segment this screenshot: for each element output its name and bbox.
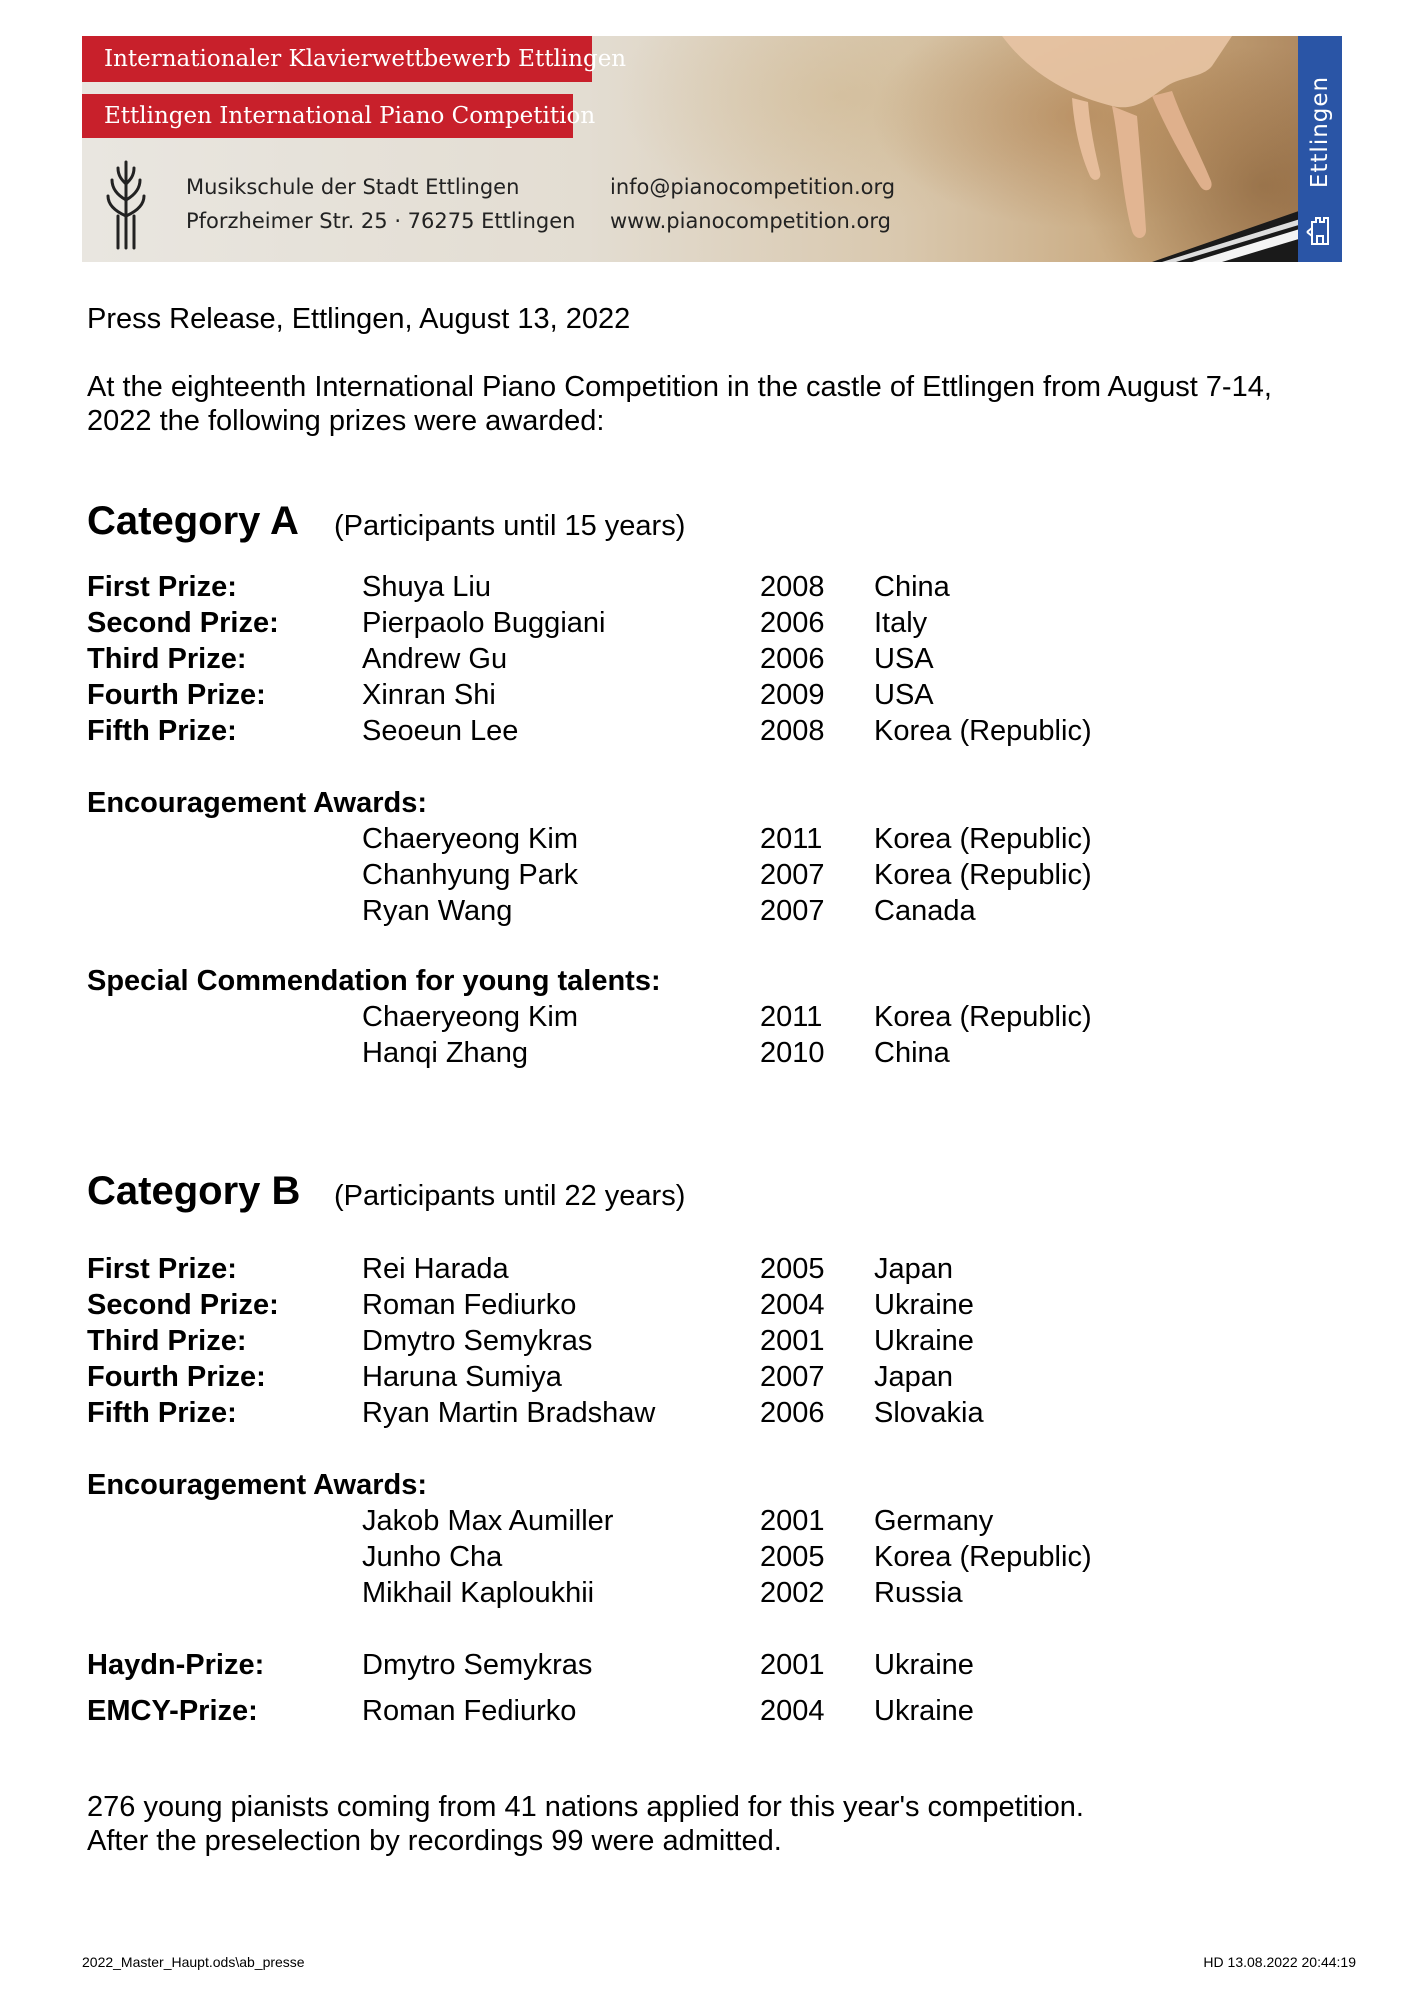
winner-name: Junho Cha <box>362 1541 503 1573</box>
competition-title-german: Internationaler Klavierwettbewerb Ettlingen <box>82 36 592 82</box>
country: China <box>874 1037 950 1069</box>
winner-name: Ryan Wang <box>362 895 513 927</box>
prize-label: Second Prize: <box>87 607 279 639</box>
winner-name: Mikhail Kaploukhii <box>362 1577 595 1609</box>
contact-info <box>610 170 895 238</box>
summary-line-2: After the preselection by recordings 99 were admitted. <box>87 1825 782 1857</box>
winner-name: Chanhyung Park <box>362 859 579 891</box>
birth-year: 2005 <box>760 1253 825 1285</box>
country: Germany <box>874 1505 994 1537</box>
winner-name: Dmytro Semykras <box>362 1325 593 1357</box>
city-name: Ettlingen <box>1307 75 1333 189</box>
birth-year: 2009 <box>760 679 825 711</box>
country: Japan <box>874 1361 954 1393</box>
country: Canada <box>874 895 976 927</box>
birth-year: 2011 <box>760 1001 823 1033</box>
website-link[interactable]: www.pianocompetition.org <box>610 209 891 233</box>
birth-year: 2001 <box>760 1649 825 1681</box>
prize-label: Second Prize: <box>87 1289 279 1321</box>
birth-year: 2001 <box>760 1505 825 1537</box>
school-address-line2: Pforzheimer Str. 25 · 76275 Ettlingen <box>186 209 576 233</box>
summary-line-1: 276 young pianists coming from 41 nations applied for this year's competition. <box>87 1791 1084 1823</box>
winner-name: Rei Harada <box>362 1253 509 1285</box>
country: Russia <box>874 1577 963 1609</box>
winner-name: Chaeryeong Kim <box>362 823 578 855</box>
footer-timestamp: HD 13.08.2022 20:44:19 <box>1203 1954 1356 1970</box>
birth-year: 2011 <box>760 823 823 855</box>
country: China <box>874 571 950 603</box>
birth-year: 2006 <box>760 1397 825 1429</box>
prize-label: EMCY-Prize: <box>87 1695 258 1727</box>
country: Ukraine <box>874 1695 974 1727</box>
country: Korea (Republic) <box>874 715 1092 747</box>
category-a-encouragement-label: Encouragement Awards: <box>87 787 428 819</box>
city-side-tab <box>1298 36 1342 262</box>
birth-year: 2006 <box>760 607 825 639</box>
castle-icon <box>1306 212 1334 246</box>
birth-year: 2008 <box>760 571 825 603</box>
birth-year: 2005 <box>760 1541 825 1573</box>
country: Ukraine <box>874 1325 974 1357</box>
winner-name: Ryan Martin Bradshaw <box>362 1397 656 1429</box>
winner-name: Haruna Sumiya <box>362 1361 562 1393</box>
winner-name: Hanqi Zhang <box>362 1037 529 1069</box>
birth-year: 2004 <box>760 1289 825 1321</box>
birth-year: 2007 <box>760 859 825 891</box>
prize-label: First Prize: <box>87 571 237 603</box>
prize-label: Third Prize: <box>87 1325 247 1357</box>
press-release-line: Press Release, Ettlingen, August 13, 2022 <box>87 303 631 335</box>
prize-label: Haydn-Prize: <box>87 1649 265 1681</box>
birth-year: 2007 <box>760 895 825 927</box>
birth-year: 2008 <box>760 715 825 747</box>
country: Ukraine <box>874 1289 974 1321</box>
winner-name: Pierpaolo Buggiani <box>362 607 606 639</box>
birth-year: 2007 <box>760 1361 825 1393</box>
footer-filename: 2022_Master_Haupt.ods\ab_presse <box>82 1954 305 1970</box>
school-address <box>186 170 575 238</box>
winner-name: Chaeryeong Kim <box>362 1001 578 1033</box>
music-school-logo <box>104 154 148 250</box>
prize-label: First Prize: <box>87 1253 237 1285</box>
birth-year: 2004 <box>760 1695 825 1727</box>
country: Korea (Republic) <box>874 1001 1092 1033</box>
country: Japan <box>874 1253 954 1285</box>
winner-name: Andrew Gu <box>362 643 508 675</box>
country: Ukraine <box>874 1649 974 1681</box>
prize-label: Fifth Prize: <box>87 715 237 747</box>
prize-label: Third Prize: <box>87 643 247 675</box>
header-banner <box>82 36 1342 262</box>
winner-name: Seoeun Lee <box>362 715 519 747</box>
birth-year: 2006 <box>760 643 825 675</box>
winner-name: Roman Fediurko <box>362 1695 577 1727</box>
prize-label: Fourth Prize: <box>87 679 266 711</box>
prize-label: Fourth Prize: <box>87 1361 266 1393</box>
winner-name: Shuya Liu <box>362 571 491 603</box>
category-b-title: Category B <box>87 1169 301 1213</box>
country: USA <box>874 679 934 711</box>
category-b-encouragement-label: Encouragement Awards: <box>87 1469 428 1501</box>
country: USA <box>874 643 934 675</box>
prize-label: Fifth Prize: <box>87 1397 237 1429</box>
winner-name: Dmytro Semykras <box>362 1649 593 1681</box>
birth-year: 2002 <box>760 1577 825 1609</box>
category-a-special-label: Special Commendation for young talents: <box>87 965 661 997</box>
country: Italy <box>874 607 928 639</box>
country: Korea (Republic) <box>874 823 1092 855</box>
school-address-line1: Musikschule der Stadt Ettlingen <box>186 175 520 199</box>
birth-year: 2010 <box>760 1037 825 1069</box>
category-b-subtitle: (Participants until 22 years) <box>334 1180 686 1212</box>
intro-line-1: At the eighteenth International Piano Competition in the castle of Ettlingen from August 7-14, <box>87 371 1272 403</box>
email-link[interactable]: info@pianocompetition.org <box>610 175 896 199</box>
country: Slovakia <box>874 1397 984 1429</box>
category-a-subtitle: (Participants until 15 years) <box>334 510 686 542</box>
category-a-title: Category A <box>87 499 299 543</box>
winner-name: Roman Fediurko <box>362 1289 577 1321</box>
country: Korea (Republic) <box>874 1541 1092 1573</box>
winner-name: Jakob Max Aumiller <box>362 1505 614 1537</box>
intro-line-2: 2022 the following prizes were awarded: <box>87 405 605 437</box>
birth-year: 2001 <box>760 1325 825 1357</box>
competition-title-english: Ettlingen International Piano Competition <box>82 94 573 138</box>
winner-name: Xinran Shi <box>362 679 496 711</box>
country: Korea (Republic) <box>874 859 1092 891</box>
